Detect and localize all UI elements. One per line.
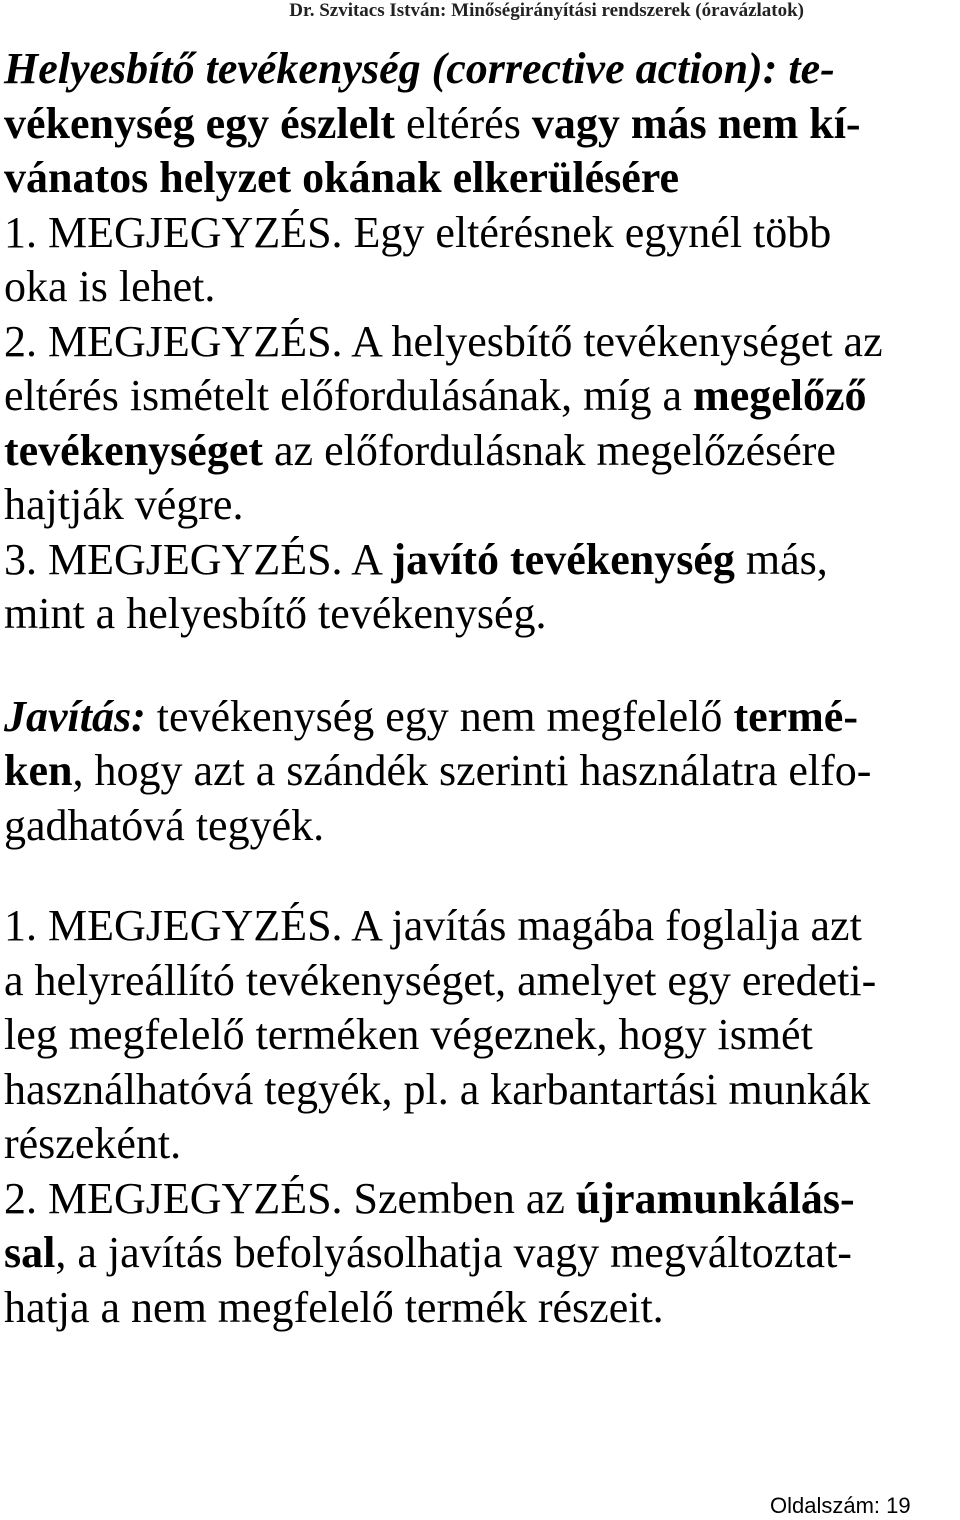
definition-line: Javítás: tevékenység egy nem megfelelő termé- <box>4 691 858 741</box>
note-line: sal, a javítás befolyásolhatja vagy megváltoztat- <box>4 1228 852 1277</box>
note-line: 1. MEGJEGYZÉS. A javítás magába foglalja azt <box>4 901 862 950</box>
definition-term: Helyesbítő tevékenység (corrective action): te- <box>4 44 835 93</box>
page-header: Dr. Szvitacs István: Minőségirányítási rendszerek (óravázlatok) <box>289 0 804 21</box>
note-2-repair <box>4 1172 956 1336</box>
definition-term: Javítás: <box>4 691 146 741</box>
note-line: részeként. <box>4 1119 182 1168</box>
definition-line <box>4 42 956 97</box>
note-line: mint a helyesbítő tevékenység. <box>4 589 547 638</box>
note-line: eltérés ismételt előfordulásának, míg a megelőző <box>4 371 867 420</box>
note-1-corrective <box>4 206 956 315</box>
note-line: oka is lehet. <box>4 262 216 311</box>
note-line: 1. MEGJEGYZÉS. Egy eltérésnek egynél több <box>4 207 832 257</box>
note-line: tevékenységet az előfordulásnak megelőzésére <box>4 425 836 475</box>
note-2-corrective <box>4 315 956 533</box>
note-line: 2. MEGJEGYZÉS. A helyesbítő tevékenységet az <box>4 316 883 366</box>
note-1-repair <box>4 899 956 1172</box>
note-line: 2. MEGJEGYZÉS. Szemben az újramunkálás- <box>4 1173 855 1223</box>
note-line: hajtják végre. <box>4 480 244 529</box>
note-3-corrective <box>4 533 956 642</box>
definition-line: vékenység egy észlelt eltérés vagy más nem kí- <box>4 98 861 148</box>
definition-line: vánatos helyzet okának elkerülésére <box>4 153 680 202</box>
note-line: használhatóvá tegyék, pl. a karbantartási munkák <box>4 1064 871 1114</box>
note-line: 3. MEGJEGYZÉS. A javító tevékenység más, <box>4 534 828 584</box>
note-line: a helyreállító tevékenységet, amelyet egy eredeti- <box>4 955 877 1005</box>
definition-line: ken, hogy azt a szándék szerinti használatra elfo- <box>4 746 872 795</box>
definition-line: gadhatóvá tegyék. <box>4 800 325 850</box>
definition-corrective-action <box>4 42 956 206</box>
note-line: leg megfelelő terméken végeznek, hogy ismét <box>4 1010 813 1059</box>
definition-repair <box>4 690 956 854</box>
page-number: Oldalszám: 19 <box>770 1493 911 1518</box>
note-line: hatja a nem megfelelő termék részeit. <box>4 1282 664 1332</box>
document-body <box>4 42 956 1335</box>
